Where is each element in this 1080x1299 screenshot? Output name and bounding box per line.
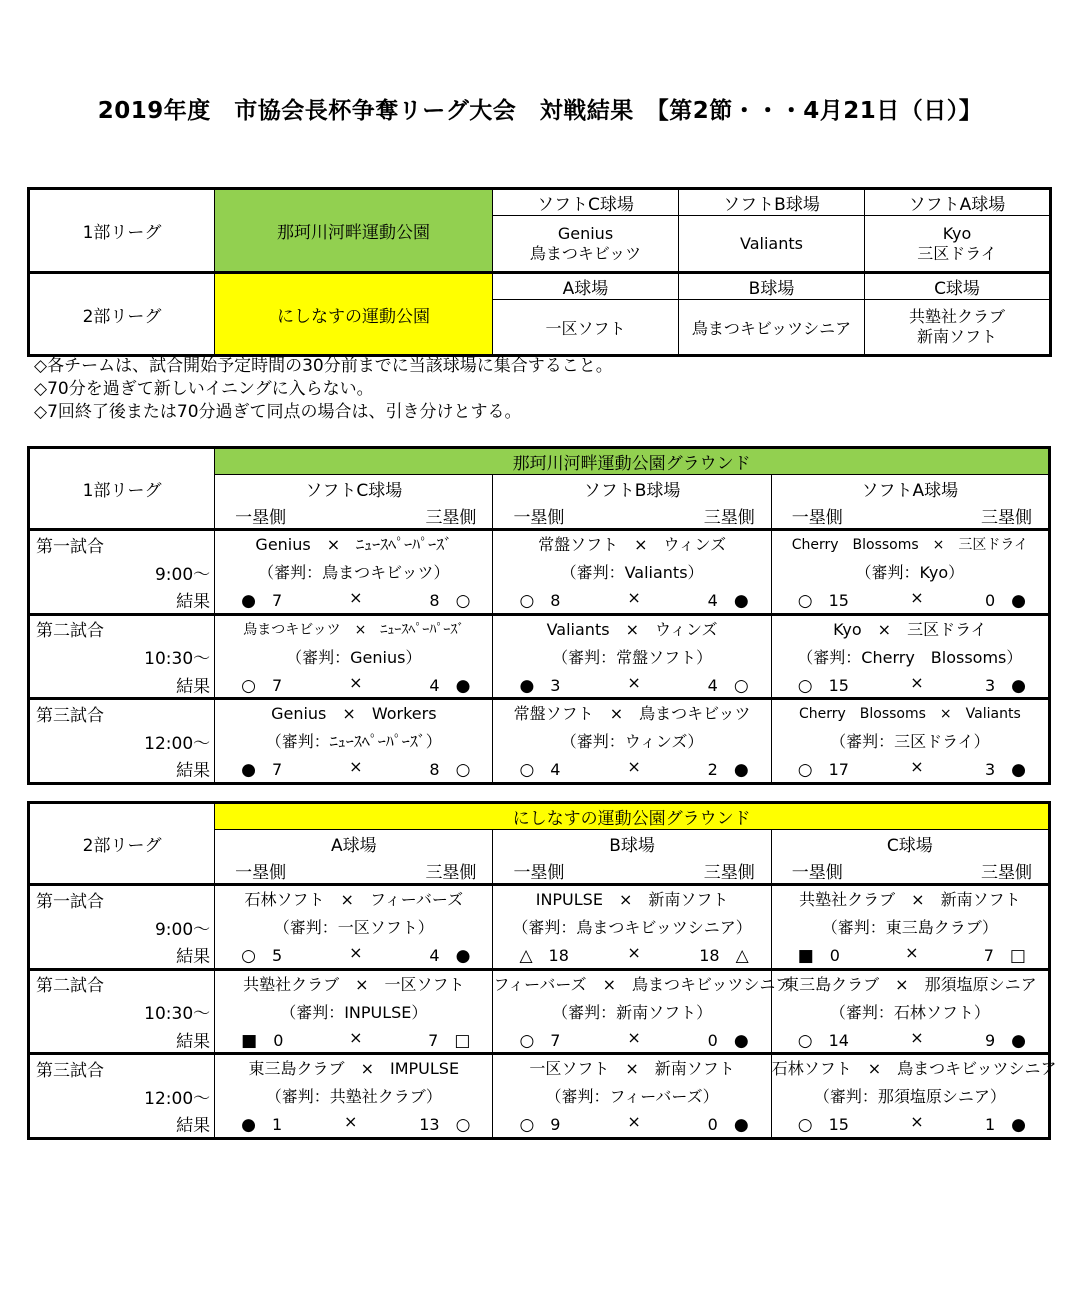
team-name: 一区ソフト — [545, 318, 626, 338]
field-header: ソフトB球場 — [493, 475, 771, 503]
league1-results-table — [27, 446, 1051, 785]
matchup — [493, 886, 770, 914]
umpire: （審判：新南ソフト） — [552, 1002, 713, 1022]
game-time: 10:30～ — [29, 997, 215, 1026]
summary-league2-label: 2部リーグ — [29, 273, 215, 356]
away-team: ウィンズ — [663, 535, 727, 554]
away-score: 18 — [699, 946, 720, 966]
first-base-side: 一塁側 — [513, 507, 565, 528]
result-label: 結果 — [29, 756, 215, 783]
away-team: 鳥まつキビッツシニア — [897, 1059, 1057, 1078]
game-label: 第二試合 — [29, 969, 215, 997]
home-team: Cherry Blossoms — [798, 706, 926, 722]
away-result-mark: ○ — [455, 1115, 471, 1136]
home-result-mark: ○ — [797, 760, 813, 781]
field-header: C球場 — [771, 830, 1049, 858]
summary-l2-teams-c — [865, 300, 1051, 356]
home-team: INPULSE — [535, 890, 603, 909]
vs-mark: × — [905, 943, 919, 963]
home-score: 1 — [272, 1115, 283, 1135]
home-team: Valiants — [546, 619, 610, 639]
away-result-mark: □ — [454, 1030, 471, 1051]
home-result-mark: ○ — [797, 1115, 813, 1136]
away-score: 3 — [984, 675, 996, 695]
result-label: 結果 — [29, 942, 215, 969]
result-cell — [215, 587, 493, 614]
home-result-mark: ■ — [797, 946, 814, 967]
summary-l2-field-b: B球場 — [679, 273, 865, 300]
home-team: フィーバーズ — [493, 974, 587, 994]
home-score: 14 — [828, 1030, 849, 1050]
umpire: （審判：那須塩原シニア） — [813, 1087, 1006, 1106]
matchup — [772, 616, 1048, 644]
third-base-side: 三塁側 — [703, 862, 755, 883]
vs-mark: × — [932, 537, 945, 553]
result-label: 結果 — [29, 1111, 215, 1138]
away-result-mark: ● — [1011, 1030, 1026, 1051]
home-score: 3 — [550, 675, 561, 695]
vs-mark: × — [910, 588, 924, 608]
umpire: （審判：ウィンズ） — [560, 732, 704, 751]
away-score: 0 — [707, 1115, 718, 1135]
side-labels — [215, 858, 493, 885]
home-team: 東三島クラブ — [783, 974, 880, 994]
home-result-mark: ○ — [519, 591, 535, 612]
summary-l1-teams-a — [865, 216, 1051, 273]
match-cell — [215, 885, 493, 943]
matchup — [772, 531, 1048, 559]
match-cell — [215, 699, 493, 757]
umpire: （審判：鳥まつキビッツ） — [258, 563, 450, 582]
field-header: A球場 — [215, 830, 493, 858]
matchup — [772, 886, 1048, 914]
umpire: （審判：東三島クラブ） — [821, 918, 998, 937]
vs-mark: × — [627, 588, 641, 608]
away-result-mark: ○ — [455, 760, 471, 781]
away-score: 9 — [984, 1030, 996, 1050]
game-time: 12:00～ — [29, 727, 215, 756]
away-score: 1 — [984, 1115, 996, 1135]
vs-mark: × — [877, 619, 892, 639]
vs-mark: × — [349, 943, 363, 963]
away-score: 2 — [707, 760, 718, 780]
matchup — [772, 971, 1048, 999]
away-score: 0 — [707, 1030, 718, 1050]
home-team: 常盤ソフト — [513, 704, 594, 723]
away-result-mark: △ — [735, 946, 749, 967]
home-result-mark: ● — [241, 591, 257, 612]
away-score: 4 — [707, 675, 718, 695]
home-result-mark: ● — [241, 1115, 257, 1136]
match-cell — [215, 969, 493, 1027]
match-cell — [493, 1054, 771, 1112]
league-label: 2部リーグ — [29, 803, 215, 885]
home-result-mark: △ — [519, 946, 533, 967]
vs-mark: × — [627, 757, 641, 777]
match-cell — [493, 969, 792, 1027]
summary-league2-venue: にしなすの運動公園 — [215, 273, 493, 356]
result-cell — [215, 672, 493, 699]
game-time: 9:00～ — [29, 913, 215, 942]
vs-mark: × — [625, 1059, 639, 1078]
umpire: （審判：一区ソフト） — [273, 918, 434, 937]
field-header: ソフトA球場 — [771, 475, 1049, 503]
summary-l1-field-c: ソフトC球場 — [493, 189, 679, 216]
result-cell — [215, 1111, 493, 1138]
home-score: 9 — [550, 1115, 561, 1135]
page-title: 2019年度 市協会長杯争奪リーグ大会 対戦結果 【第2節・・・4月21日（日）】 — [97, 98, 983, 124]
result-cell — [215, 942, 493, 969]
away-score: 7 — [983, 946, 994, 966]
home-team: Kyo — [833, 619, 862, 639]
vs-mark: × — [627, 672, 641, 692]
league2-results-table — [27, 801, 1057, 1140]
away-result-mark: ● — [733, 1030, 749, 1051]
game-label: 第三試合 — [29, 699, 215, 727]
vs-mark: × — [326, 535, 341, 554]
home-score: 15 — [828, 1115, 849, 1135]
vs-mark: × — [911, 890, 925, 909]
league-label: 1部リーグ — [29, 448, 215, 530]
matchup — [771, 1055, 1057, 1083]
vs-mark: × — [602, 974, 616, 994]
match-cell — [215, 1054, 493, 1112]
note-item: ◇各チームは、試合開始予定時間の30分前までに当該球場に集合すること。 — [34, 356, 613, 376]
match-cell — [771, 530, 1049, 588]
home-result-mark: ○ — [241, 946, 257, 967]
result-label: 結果 — [29, 1027, 215, 1054]
home-score: 7 — [272, 675, 283, 695]
away-score: 4 — [429, 946, 440, 966]
match-cell — [771, 1054, 1057, 1112]
vs-mark: × — [344, 1112, 358, 1132]
matchup — [215, 531, 492, 559]
vs-mark: × — [349, 588, 363, 608]
team-name: 鳥まつキビッツ — [529, 243, 642, 263]
team-name: 三区ドライ — [917, 243, 997, 263]
home-result-mark: ● — [241, 760, 257, 781]
first-base-side: 一塁側 — [791, 862, 843, 883]
away-team: ﾆｭｰｽﾍﾟｰﾊﾟｰｽﾞ — [380, 621, 465, 638]
matchup — [215, 1055, 492, 1083]
home-team: 一区ソフト — [529, 1059, 610, 1078]
away-team: フィーバーズ — [369, 890, 464, 909]
away-team: Valiants — [965, 706, 1021, 722]
matchup — [493, 1055, 770, 1083]
home-score: 4 — [550, 760, 561, 780]
home-team: 共塾社クラブ — [243, 974, 340, 994]
summary-l1-field-b: ソフトB球場 — [679, 189, 865, 216]
summary-league1-label: 1部リーグ — [29, 189, 215, 273]
home-score: 18 — [548, 946, 569, 966]
game-label: 第三試合 — [29, 1054, 215, 1082]
umpire: （審判：三区ドライ） — [830, 732, 990, 751]
away-team: IMPULSE — [390, 1059, 460, 1078]
matchup — [215, 886, 492, 914]
away-result-mark: ○ — [733, 675, 749, 696]
matchup — [493, 700, 770, 728]
home-team: 共塾社クラブ — [799, 890, 896, 909]
home-team: 石林ソフト — [244, 890, 325, 909]
matchup — [493, 971, 792, 999]
away-result-mark: ● — [733, 1115, 749, 1136]
match-cell — [771, 614, 1049, 672]
home-score: 15 — [828, 591, 849, 611]
vs-mark: × — [910, 1027, 924, 1047]
away-result-mark: ● — [455, 946, 471, 967]
away-result-mark: ● — [1011, 675, 1026, 696]
notes — [34, 355, 613, 424]
home-score: 8 — [550, 591, 561, 611]
team-name: Kyo — [942, 223, 972, 243]
away-score: 7 — [428, 1030, 439, 1050]
side-labels — [215, 503, 493, 530]
umpire: （審判：常盤ソフト） — [552, 647, 713, 667]
vs-mark: × — [627, 1027, 641, 1047]
matchup — [215, 971, 492, 999]
summary-l2-teams-b — [679, 300, 865, 356]
vs-mark: × — [910, 1112, 924, 1132]
away-team: 三区ドライ — [958, 537, 1028, 553]
first-base-side: 一塁側 — [791, 507, 843, 528]
team-name: 共塾社クラブ — [908, 307, 1005, 326]
field-header: ソフトC球場 — [215, 475, 493, 503]
away-score: 13 — [419, 1115, 440, 1135]
home-result-mark: ○ — [797, 675, 813, 696]
umpire: （審判：石林ソフト） — [829, 1002, 990, 1022]
home-score: 17 — [828, 760, 849, 780]
away-score: 8 — [429, 760, 440, 780]
summary-l1-field-a: ソフトA球場 — [865, 189, 1051, 216]
side-labels — [493, 858, 771, 885]
ground-header: 那珂川河畔運動公園グラウンド — [215, 448, 1050, 475]
away-score: 4 — [429, 675, 440, 695]
match-cell — [215, 530, 493, 588]
game-time: 12:00～ — [29, 1082, 215, 1111]
match-cell — [493, 699, 771, 757]
game-time: 9:00～ — [29, 558, 215, 587]
vs-mark: × — [349, 757, 363, 777]
home-score: 7 — [550, 1030, 561, 1050]
game-label: 第一試合 — [29, 885, 215, 913]
away-result-mark: ● — [733, 760, 749, 781]
vs-mark: × — [618, 890, 633, 909]
matchup — [215, 616, 492, 644]
result-cell — [215, 1027, 493, 1054]
vs-mark: × — [634, 535, 648, 554]
side-labels — [493, 503, 771, 530]
third-base-side: 三塁側 — [981, 862, 1032, 883]
match-cell — [215, 614, 493, 672]
result-cell — [493, 1027, 771, 1054]
home-result-mark: ○ — [797, 591, 813, 612]
away-team: 鳥まつキビッツ — [639, 704, 751, 723]
home-result-mark: ○ — [797, 1030, 813, 1051]
result-cell — [215, 756, 493, 783]
result-cell — [493, 942, 771, 969]
vs-mark: × — [342, 704, 356, 723]
field-header: B球場 — [493, 830, 771, 858]
home-score: 0 — [829, 946, 840, 966]
away-team: 新南ソフト — [940, 890, 1021, 909]
match-cell — [771, 969, 1049, 1027]
team-name: 鳥まつキビッツシニア — [691, 318, 852, 338]
home-team: Cherry Blossoms — [791, 537, 919, 553]
game-label: 第一試合 — [29, 530, 215, 558]
away-result-mark: ● — [1011, 760, 1026, 781]
home-score: 7 — [272, 591, 283, 611]
matchup — [493, 531, 770, 559]
away-score: 4 — [707, 591, 718, 611]
matchup — [772, 700, 1048, 728]
home-team: 東三島クラブ — [248, 1059, 345, 1078]
summary-l1-teams-c — [493, 216, 679, 273]
vs-mark: × — [349, 1027, 363, 1047]
home-result-mark: ○ — [519, 1030, 535, 1051]
vs-mark: × — [939, 706, 952, 722]
home-score: 15 — [828, 675, 849, 695]
vs-mark: × — [895, 974, 909, 994]
ground-header: にしなすの運動公園グラウンド — [215, 803, 1050, 830]
matchup — [215, 700, 492, 728]
away-team: ﾆｭｰｽﾍﾟｰﾊﾟｰｽﾞ — [356, 535, 453, 554]
matchup — [493, 616, 770, 644]
third-base-side: 三塁側 — [703, 507, 755, 528]
away-team: 那須塩原シニア — [924, 974, 1037, 994]
umpire: （審判：Cherry Blossoms） — [797, 647, 1023, 667]
third-base-side: 三塁側 — [425, 507, 477, 528]
away-result-mark: ● — [733, 591, 749, 612]
away-result-mark: ● — [1011, 1115, 1026, 1136]
umpire: （審判：Genius） — [286, 647, 422, 667]
away-team: Workers — [371, 704, 437, 723]
away-team: 一区ソフト — [384, 974, 465, 994]
vs-mark: × — [354, 621, 367, 638]
summary-l2-teams-a — [493, 300, 679, 356]
home-team: Genius — [271, 704, 327, 723]
result-cell — [493, 756, 771, 783]
away-team: ウィンズ — [654, 619, 718, 639]
result-cell — [771, 587, 1049, 614]
away-result-mark: □ — [1009, 946, 1026, 967]
match-cell — [493, 614, 771, 672]
umpire: （審判：INPULSE） — [280, 1002, 428, 1022]
team-name: Genius — [557, 223, 614, 243]
away-team: 新南ソフト — [654, 1059, 735, 1078]
home-score: 7 — [272, 760, 283, 780]
result-cell — [771, 1111, 1049, 1138]
third-base-side: 三塁側 — [981, 507, 1032, 528]
home-team: 鳥まつキビッツ — [243, 621, 341, 638]
vs-mark: × — [340, 890, 354, 909]
home-result-mark: ○ — [519, 760, 535, 781]
result-cell — [771, 942, 1049, 969]
game-time: 10:30～ — [29, 642, 215, 671]
vs-mark: × — [910, 672, 924, 692]
game-label: 第二試合 — [29, 614, 215, 642]
home-team: 石林ソフト — [771, 1059, 852, 1078]
away-score: 0 — [984, 591, 996, 611]
vs-mark: × — [360, 1059, 374, 1078]
vs-mark: × — [349, 672, 363, 692]
home-team: Genius — [255, 535, 311, 554]
third-base-side: 三塁側 — [425, 862, 477, 883]
match-cell — [493, 530, 771, 588]
home-team: 常盤ソフト — [538, 535, 619, 554]
home-score: 0 — [273, 1030, 284, 1050]
side-labels — [771, 503, 1049, 530]
first-base-side: 一塁側 — [235, 862, 287, 883]
team-name: 新南ソフト — [916, 327, 997, 346]
result-cell — [771, 1027, 1049, 1054]
result-label: 結果 — [29, 672, 215, 699]
summary-l2-field-a: A球場 — [493, 273, 679, 300]
result-cell — [493, 672, 771, 699]
home-result-mark: ○ — [241, 675, 257, 696]
umpire: （審判：Kyo） — [855, 563, 965, 582]
away-team: 新南ソフト — [648, 890, 729, 909]
away-result-mark: ● — [1011, 591, 1026, 612]
umpire: （審判：鳥まつキビッツシニア） — [512, 918, 752, 937]
vs-mark: × — [627, 1112, 641, 1132]
home-result-mark: ○ — [519, 1115, 535, 1136]
result-label: 結果 — [29, 587, 215, 614]
vs-mark: × — [627, 943, 641, 963]
result-cell — [771, 672, 1049, 699]
note-item: ◇70分を過ぎて新しいイニングに入らない。 — [34, 379, 374, 399]
summary-l2-field-c: C球場 — [865, 273, 1051, 300]
summary-l1-teams-b — [679, 216, 865, 273]
vs-mark: × — [867, 1059, 882, 1078]
away-score: 8 — [429, 591, 440, 611]
summary-table — [27, 187, 1052, 357]
away-result-mark: ● — [455, 675, 471, 696]
away-score: 3 — [984, 760, 996, 780]
umpire: （審判：Valiants） — [560, 563, 704, 582]
away-result-mark: ○ — [455, 591, 471, 612]
home-score: 5 — [272, 946, 283, 966]
match-cell — [493, 885, 771, 943]
umpire: （審判：共塾社クラブ） — [265, 1087, 442, 1106]
umpire: （審判：フィーバーズ） — [545, 1087, 719, 1106]
home-result-mark: ■ — [241, 1030, 258, 1051]
side-labels — [771, 858, 1049, 885]
vs-mark: × — [609, 704, 624, 723]
match-cell — [771, 885, 1049, 943]
vs-mark: × — [910, 757, 924, 777]
away-team: 鳥まつキビッツシニア — [632, 974, 792, 994]
home-result-mark: ● — [519, 675, 535, 696]
first-base-side: 一塁側 — [513, 862, 565, 883]
vs-mark: × — [625, 619, 639, 639]
result-cell — [771, 756, 1049, 783]
note-item: ◇7回終了後または70分過ぎて同点の場合は、引き分けとする。 — [34, 402, 522, 422]
vs-mark: × — [355, 974, 369, 994]
first-base-side: 一塁側 — [235, 507, 287, 528]
summary-league1-venue: 那珂川河畔運動公園 — [215, 189, 493, 273]
team-name: Valiants — [740, 234, 803, 253]
umpire: （審判：ﾆｭｰｽﾍﾟｰﾊﾟｰｽﾞ） — [265, 732, 442, 751]
match-cell — [771, 699, 1049, 757]
result-cell — [493, 587, 771, 614]
result-cell — [493, 1111, 771, 1138]
away-team: 三区ドライ — [907, 619, 987, 639]
